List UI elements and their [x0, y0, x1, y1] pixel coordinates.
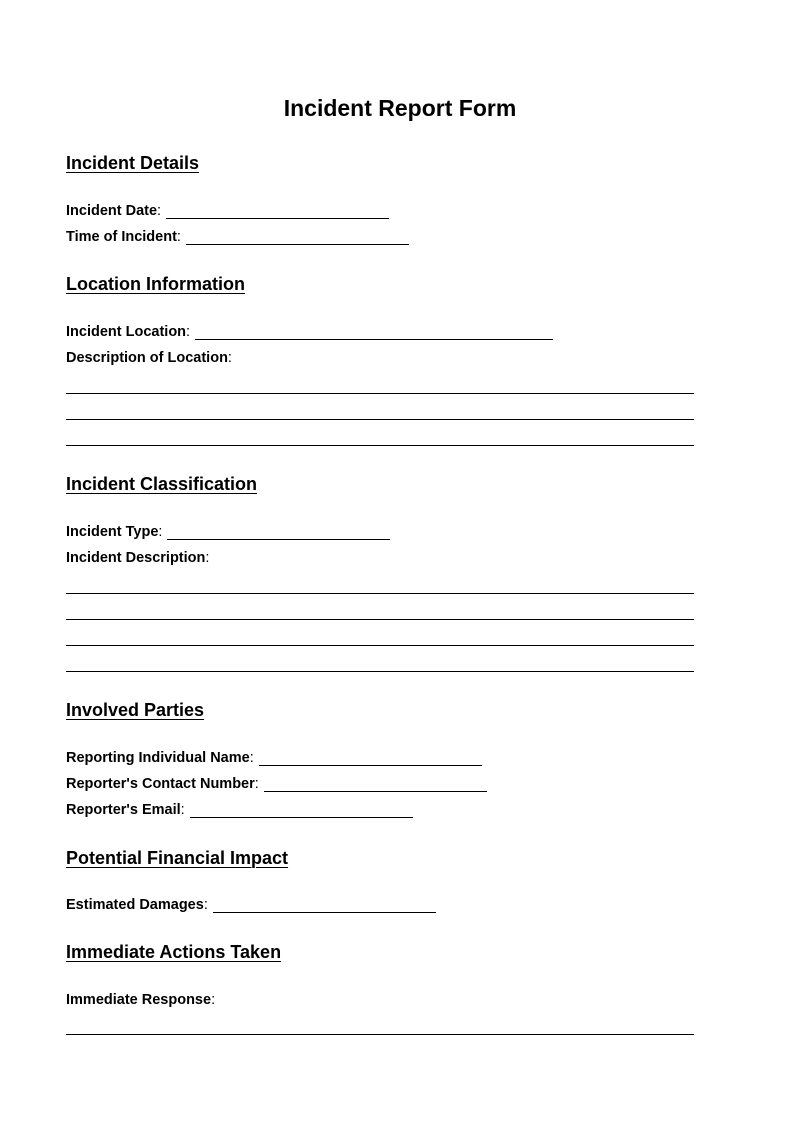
estimated-damages-input-line[interactable] — [213, 900, 436, 913]
incident-date-colon: : — [157, 203, 162, 219]
immediate-response-field — [66, 991, 215, 1009]
reporters-email-input-line[interactable] — [190, 805, 413, 818]
time-of-incident-label: Time of Incident — [66, 229, 177, 245]
incident-type-input-line[interactable] — [167, 527, 390, 540]
immediate-response-line-1[interactable] — [66, 1034, 694, 1035]
immediate-response-colon: : — [211, 992, 216, 1008]
time-of-incident-field — [66, 228, 409, 246]
incident-type-label: Incident Type — [66, 524, 159, 540]
incident-description-line-1[interactable] — [66, 593, 694, 594]
reporters-email-colon: : — [180, 802, 185, 818]
description-of-location-field — [66, 349, 232, 367]
section-heading-immediate-actions-taken: Immediate Actions Taken — [66, 942, 282, 962]
reporters-contact-number-input-line[interactable] — [264, 779, 487, 792]
time-of-incident-input-line[interactable] — [186, 232, 409, 245]
immediate-response-label: Immediate Response — [66, 992, 212, 1008]
incident-location-field — [66, 323, 553, 341]
incident-location-input-line[interactable] — [195, 327, 553, 340]
form-title: Incident Report Form — [283, 95, 517, 121]
description-of-location-line-1[interactable] — [66, 393, 694, 394]
reporters-email-field — [66, 801, 413, 819]
description-of-location-line-3[interactable] — [66, 445, 694, 446]
section-heading-potential-financial-impact: Potential Financial Impact — [66, 848, 289, 868]
section-heading-incident-classification: Incident Classification — [66, 474, 258, 494]
incident-description-field — [66, 549, 209, 567]
reporting-individual-name-field — [66, 749, 482, 767]
estimated-damages-field — [66, 896, 436, 914]
incident-description-line-2[interactable] — [66, 619, 694, 620]
description-of-location-colon: : — [227, 350, 232, 366]
reporters-contact-number-colon: : — [254, 776, 259, 792]
incident-description-colon: : — [205, 550, 210, 566]
incident-type-field — [66, 523, 390, 541]
time-of-incident-colon: : — [176, 229, 181, 245]
reporters-contact-number-field — [66, 775, 487, 793]
incident-date-field — [66, 202, 389, 220]
reporting-individual-name-input-line[interactable] — [259, 753, 482, 766]
description-of-location-label: Description of Location — [66, 350, 228, 366]
estimated-damages-label: Estimated Damages — [66, 897, 204, 913]
reporting-individual-name-label: Reporting Individual Name — [66, 750, 250, 766]
reporters-email-label: Reporter's Email — [66, 802, 181, 818]
incident-type-colon: : — [158, 524, 163, 540]
reporting-individual-name-colon: : — [249, 750, 254, 766]
incident-description-label: Incident Description — [66, 550, 206, 566]
incident-description-line-4[interactable] — [66, 671, 694, 672]
estimated-damages-colon: : — [203, 897, 208, 913]
incident-location-colon: : — [186, 324, 191, 340]
incident-date-label: Incident Date — [66, 203, 158, 219]
reporters-contact-number-label: Reporter's Contact Number — [66, 776, 255, 792]
incident-date-input-line[interactable] — [166, 206, 389, 219]
description-of-location-line-2[interactable] — [66, 419, 694, 420]
section-heading-location-information: Location Information — [66, 274, 245, 294]
incident-location-label: Incident Location — [66, 324, 187, 340]
section-heading-incident-details: Incident Details — [66, 153, 200, 173]
incident-description-line-3[interactable] — [66, 645, 694, 646]
section-heading-involved-parties: Involved Parties — [66, 700, 205, 720]
